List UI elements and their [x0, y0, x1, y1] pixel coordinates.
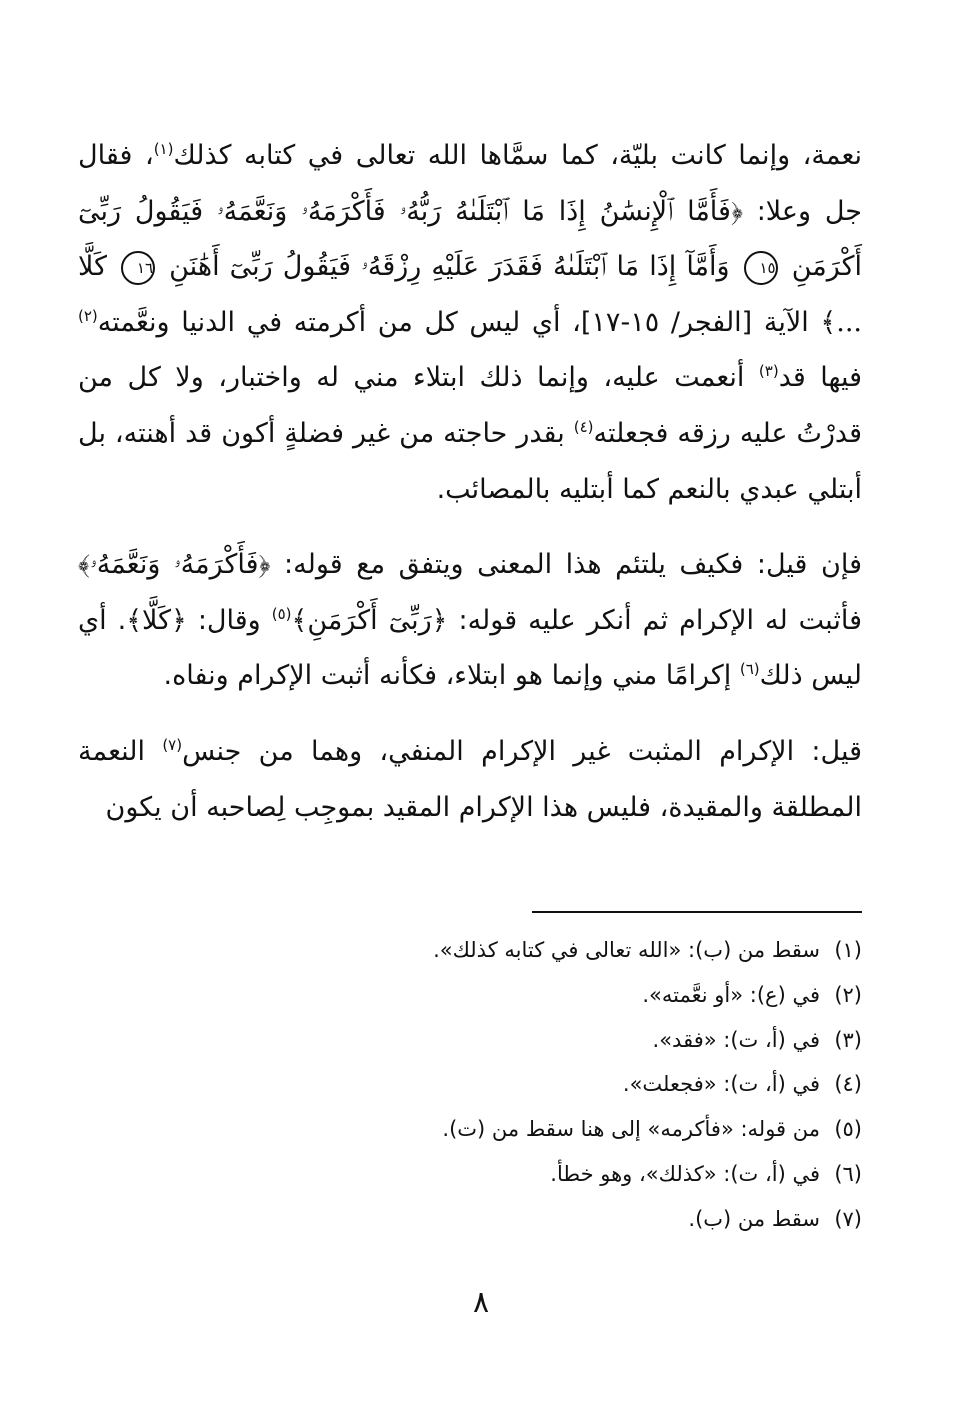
footnote-ref-1[interactable]: (١): [153, 140, 174, 158]
page-number: ٨: [472, 1285, 490, 1320]
footnote-item: [262, 928, 862, 973]
footnote-text: في (أ، ت): «كذلك»، وهو خطأ.: [550, 1161, 820, 1186]
footnote-ref-2[interactable]: (٢): [78, 306, 98, 325]
footnote-text: سقط من (ب): «الله تعالى في كتابه كذلك».: [433, 938, 820, 962]
footnote-number: (٢): [834, 982, 862, 1007]
footnote-number: (٧): [834, 1206, 862, 1231]
text-run: الآية [الفجر/ ١٥-١٧]، أي ليس كل من أكرمته في الدنيا ونعَّمته: [97, 306, 821, 338]
quran-verse: ﴿فَأَمَّا ٱلْإِنسَٰنُ إِذَا مَا ٱبْتَلَىٰهُ رَبُّهُۥ فَأَكْرَمَهُۥ وَنَعَّمَهُۥ فَيَقُولُ رَبِّىٓ أَكْرَمَنِ: [78, 195, 862, 283]
text-run: فيها قد: [778, 362, 863, 394]
footnote-item: [262, 1197, 862, 1242]
ayah-number-marker: ١٦: [121, 251, 155, 285]
text-run: قيل: الإكرام المثبت غير الإكرام المنفي، وهما من جنس: [182, 735, 862, 767]
footnote-number: (١): [834, 938, 862, 962]
quran-verse: ﴿كَلَّا﴾: [126, 604, 187, 636]
quran-verse: كَلَّا ...﴾: [78, 251, 862, 338]
footnote-ref-7[interactable]: (٧): [162, 735, 183, 754]
footnote-item: [262, 1018, 862, 1063]
text-run: ، فقال جل وعلا:: [78, 140, 862, 227]
quran-verse: ﴿فَأَكْرَمَهُۥ وَنَعَّمَهُۥ﴾: [78, 549, 271, 581]
text-run: إكرامًا مني وإنما هو ابتلاء، فكأنه أثبت الإكرام ونفاه.: [163, 660, 740, 692]
paragraph-3: [78, 724, 862, 835]
quran-verse: وَأَمَّآ إِذَا مَا ٱبْتَلَىٰهُ فَقَدَرَ عَلَيْهِ رِزْقَهُۥ فَيَقُولُ رَبِّىٓ أَهَٰنَنِ: [169, 251, 730, 283]
footnote-text: من قوله: «فأكرمه» إلى هنا سقط من (ت).: [442, 1117, 820, 1142]
text-run: نعمة، وإنما كانت بليّة، كما سمَّاها الله تعالى في كتابه كذلك: [173, 140, 862, 171]
quran-verse: ﴿رَبِّىٓ أَكْرَمَنِ﴾: [291, 604, 448, 636]
footnote-item: [262, 1107, 862, 1152]
footnote-text: سقط من (ب).: [688, 1206, 820, 1231]
footnote-ref-6[interactable]: (٦): [739, 660, 760, 679]
footnote-item: [262, 973, 862, 1018]
footnote-number: (٤): [834, 1072, 862, 1097]
footnote-text: في (أ، ت): «فقد».: [652, 1027, 820, 1052]
page-body: [78, 128, 862, 835]
footnote-text: في (ع): «أو نعَّمته».: [642, 982, 820, 1007]
text-run: النعمة المطلقة والمقيدة، فليس هذا الإكرام المقيد بموجِب لِصاحبه أن يكون: [78, 735, 862, 823]
paragraph-2: [78, 537, 862, 704]
text-run: فإن قيل: فكيف يلتئم هذا المعنى ويتفق مع قوله:: [270, 549, 862, 581]
footnote-item: [262, 1062, 862, 1107]
footnotes-list: [262, 928, 862, 1242]
text-run: أنعمت عليه، وإنما ذلك ابتلاء مني له واختبار، ولا كل من قدرْتُ عليه رزقه فجعلته: [78, 362, 862, 449]
paragraph-1: [78, 128, 862, 517]
text-run: فأثبت له الإكرام ثم أنكر عليه قوله:: [447, 604, 862, 636]
footnote-ref-4[interactable]: (٤): [573, 417, 594, 436]
footnote-number: (٦): [834, 1161, 862, 1186]
footnote-number: (٥): [834, 1117, 862, 1142]
text-run: . أي ليس ذلك: [78, 604, 862, 692]
ayah-number-marker: ١٥: [744, 251, 778, 285]
text-run: وقال:: [186, 604, 272, 636]
footnote-item: [262, 1152, 862, 1197]
text-run: بقدر حاجته من غير فضلةٍ أكون قد أهنته، بل أبتلي عبدي بالنعم كما أبتليه بالمصائب.: [78, 417, 862, 505]
footnote-ref-3[interactable]: (٣): [758, 362, 779, 381]
footnote-number: (٣): [834, 1027, 862, 1052]
footnote-text: في (أ، ت): «فجعلت».: [622, 1072, 820, 1097]
footnote-separator: [532, 911, 862, 913]
footnote-ref-5[interactable]: (٥): [271, 604, 292, 623]
